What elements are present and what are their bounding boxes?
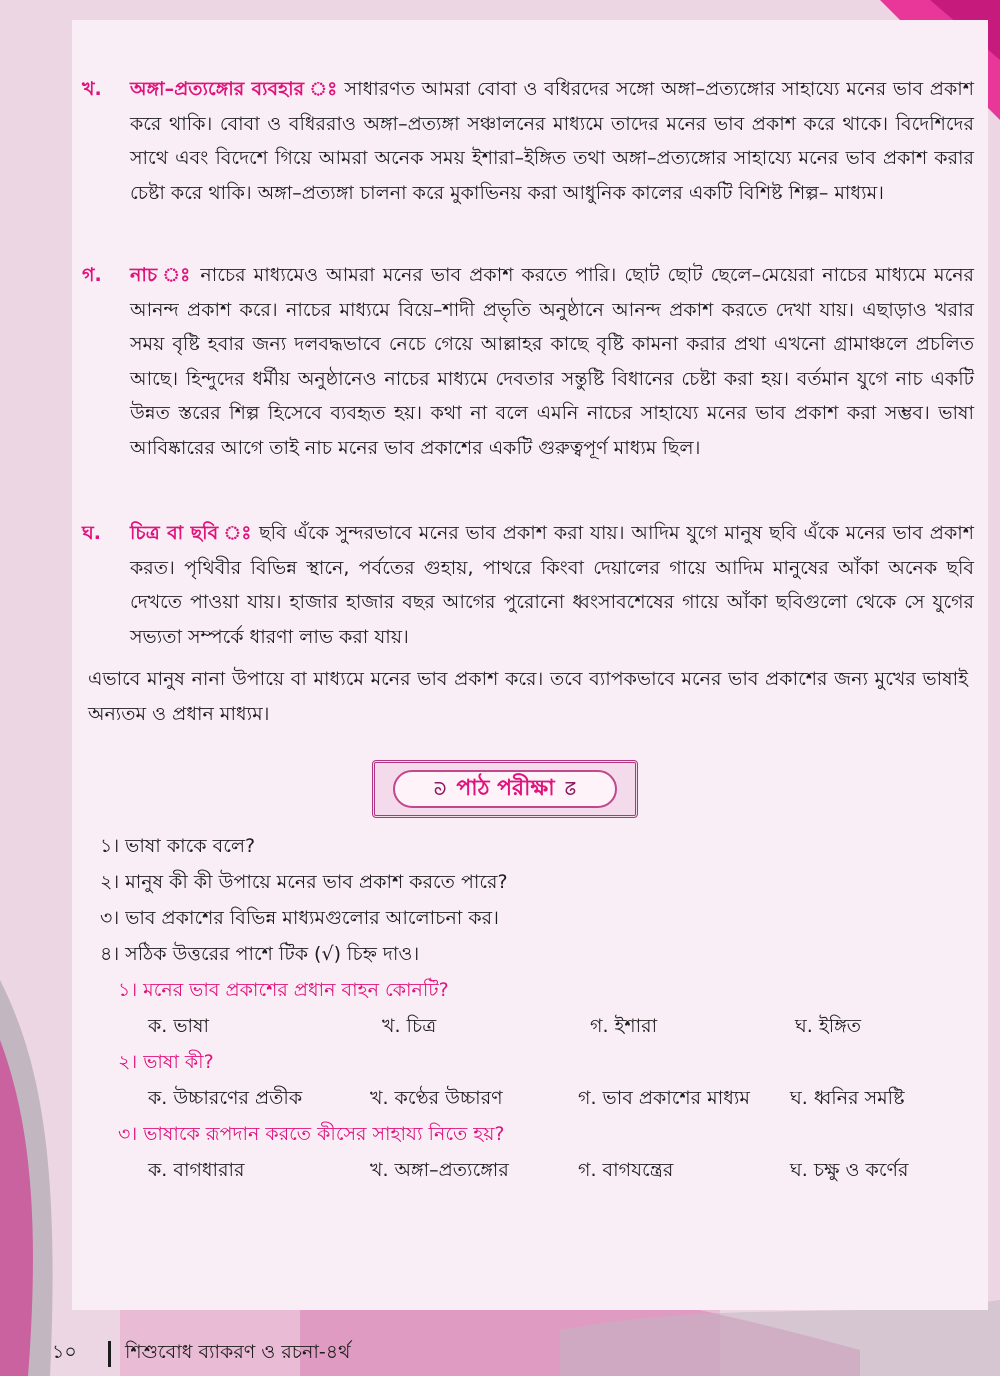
question-item: ১। ভাষা কাকে বলে? — [100, 835, 256, 857]
mcq-option[interactable]: গ. বাগযন্ত্রের — [578, 1159, 674, 1181]
mcq-option[interactable]: ক. বাগধারার — [148, 1159, 245, 1181]
section-text: সাধারণত আমরা বোবা ও বধিরদের সঙ্গো অঙ্গা–প্রত্যঙ্গোর সাহায্যে মনের ভাব প্রকাশ করে থাকি। বোবা ও বধিররাও অঙ্গা–প্রত্যঙ্গা সঞ্চালনের মাধ্যমে তাদের মনের ভাব প্রকাশ করে থাকে। বিদেশিদের সাথে এবং বিদেশে গিয়ে আমরা অনেক সময় ইশারা–ইঙ্গিত তথা অঙ্গা–প্রত্যঙ্গোর সাহায্যে মনের ভাব প্রকাশ করার চেষ্টা করে থাকি। অঙ্গা–প্রত্যঙ্গা চালনা করে মুকাভিনয় করা আধুনিক কালের একটি বিশিষ্ট শিল্প– মাধ্যম। — [130, 78, 974, 204]
section-body — [130, 258, 974, 465]
book-title: শিশুবোধ ব্যাকরণ ও রচনা-৪র্থ — [125, 1341, 351, 1363]
section-heading: অঙ্গা–প্রত্যঙ্গোর ব্যবহার ঃ — [130, 78, 338, 100]
lesson-test-banner — [372, 760, 638, 818]
mcq-question: ১। মনের ভাব প্রকাশের প্রধান বাহন কোনটি? — [118, 979, 449, 1001]
section-marker: ঘ. — [82, 522, 101, 544]
mcq-options — [100, 1008, 960, 1044]
mcq-option[interactable]: খ. চিত্র — [382, 1015, 437, 1037]
mcq-options — [100, 1080, 960, 1116]
mcq-3 — [100, 1116, 960, 1188]
section-heading: নাচ ঃ — [130, 264, 193, 286]
mcq-question: ৩। ভাষাকে রূপদান করতে কীসের সাহায্য নিতে হয়? — [118, 1123, 505, 1145]
mcq-option[interactable]: খ. অঙ্গা–প্রত্যঙ্গোর — [370, 1159, 509, 1181]
question-list — [100, 828, 960, 972]
footer-divider — [108, 1341, 111, 1367]
section-heading: চিত্র বা ছবি ঃ — [130, 522, 253, 544]
banner-frame — [393, 770, 617, 808]
section-body — [130, 516, 974, 654]
section-text: নাচের মাধ্যমেও আমরা মনের ভাব প্রকাশ করতে পারি। ছোট ছোট ছেলে–মেয়েরা নাচের মাধ্যমে মনের আনন্দ প্রকাশ করে। নাচের মাধ্যমে বিয়ে–শাদী প্রভৃতি অনুষ্ঠানে আনন্দ প্রকাশ করতে দেখা যায়। এছাড়াও খরার সময় বৃষ্টি হবার জন্য দলবদ্ধভাবে নেচে গেয়ে আল্লাহর কাছে বৃষ্টি কামনা করার প্রথা এখনো গ্রামাঞ্চলে প্রচলিত আছে। হিন্দুদের ধর্মীয় অনুষ্ঠানেও নাচের মাধ্যমে দেবতার সন্তুষ্টি বিধানের চেষ্টা করা হয়। বর্তমান যুগে নাচ একটি উন্নত স্তরের শিল্প হিসেবে ব্যবহৃত হয়। কথা না বলে এমনি নাচের সাহায্যে মনের ভাব প্রকাশ করা সম্ভব। ভাষা আবিষ্কারের আগে তাই নাচ মনের ভাব প্রকাশের একটি গুরুত্বপূর্ণ মাধ্যম ছিল। — [130, 264, 975, 459]
mcq-2 — [100, 1044, 960, 1116]
section-marker: গ. — [82, 264, 102, 286]
mcq-option[interactable]: খ. কণ্ঠের উচ্চারণ — [370, 1087, 503, 1109]
section-gestures — [82, 72, 974, 210]
section-body — [130, 72, 974, 210]
swirl-right-icon: ᘔ — [564, 778, 577, 800]
question-item: ৩। ভাব প্রকাশের বিভিন্ন মাধ্যমগুলোর আলোচনা কর। — [100, 907, 499, 929]
section-text: ছবি এঁকে সুন্দরভাবে মনের ভাব প্রকাশ করা যায়। আদিম যুগে মানুষ ছবি এঁকে মনের ভাব প্রকাশ করত। পৃথিবীর বিভিন্ন স্থানে, পর্বতের গুহায়, পাথরে কিংবা দেয়ালের গায়ে আদিম মানুষের আঁকা অনেক ছবি দেখতে পাওয়া যায়। হাজার হাজার বছর আগের পুরোনো ধ্বংসাবশেষের গায়ে আঁকা ছবিগুলো থেকে সে যুগের সভ্যতা সম্পর্কে ধারণা লাভ করা যায়। — [130, 522, 974, 648]
section-pictures — [82, 516, 974, 654]
page-number: ১০ — [52, 1341, 77, 1363]
section-marker: খ. — [82, 78, 102, 100]
mcq-option[interactable]: ঘ. চক্ষু ও কর্ণের — [790, 1159, 909, 1181]
section-dance — [82, 258, 974, 465]
mcq-option[interactable]: গ. ভাব প্রকাশের মাধ্যম — [578, 1087, 750, 1109]
question-item: ৪। সঠিক উত্তরের পাশে টিক (√) চিহ্ন দাও। — [100, 943, 420, 965]
banner-title: পাঠ পরীক্ষা — [456, 775, 555, 801]
mcq-options — [100, 1152, 960, 1188]
closing-paragraph: এভাবে মানুষ নানা উপায়ে বা মাধ্যমে মনের ভাব প্রকাশ করে। তবে ব্যাপকভাবে মনের ভাব প্রকাশের জন্য মুখের ভাষাই অন্যতম ও প্রধান মাধ্যম। — [88, 668, 968, 725]
question-item: ২। মানুষ কী কী উপায়ে মনের ভাব প্রকাশ করতে পারে? — [100, 871, 508, 893]
mcq-option[interactable]: গ. ইশারা — [590, 1015, 658, 1037]
page-footer — [52, 1338, 350, 1370]
swirl-left-icon: ᘐ — [433, 778, 447, 800]
mcq-option[interactable]: ক. ভাষা — [148, 1015, 210, 1037]
mcq-option[interactable]: ঘ. ইঙ্গিত — [795, 1015, 861, 1037]
mcq-option[interactable]: ঘ. ধ্বনির সমষ্টি — [790, 1087, 905, 1109]
mcq-1 — [100, 972, 960, 1044]
mcq-option[interactable]: ক. উচ্চারণের প্রতীক — [148, 1087, 303, 1109]
mcq-question: ২। ভাষা কী? — [118, 1051, 214, 1073]
